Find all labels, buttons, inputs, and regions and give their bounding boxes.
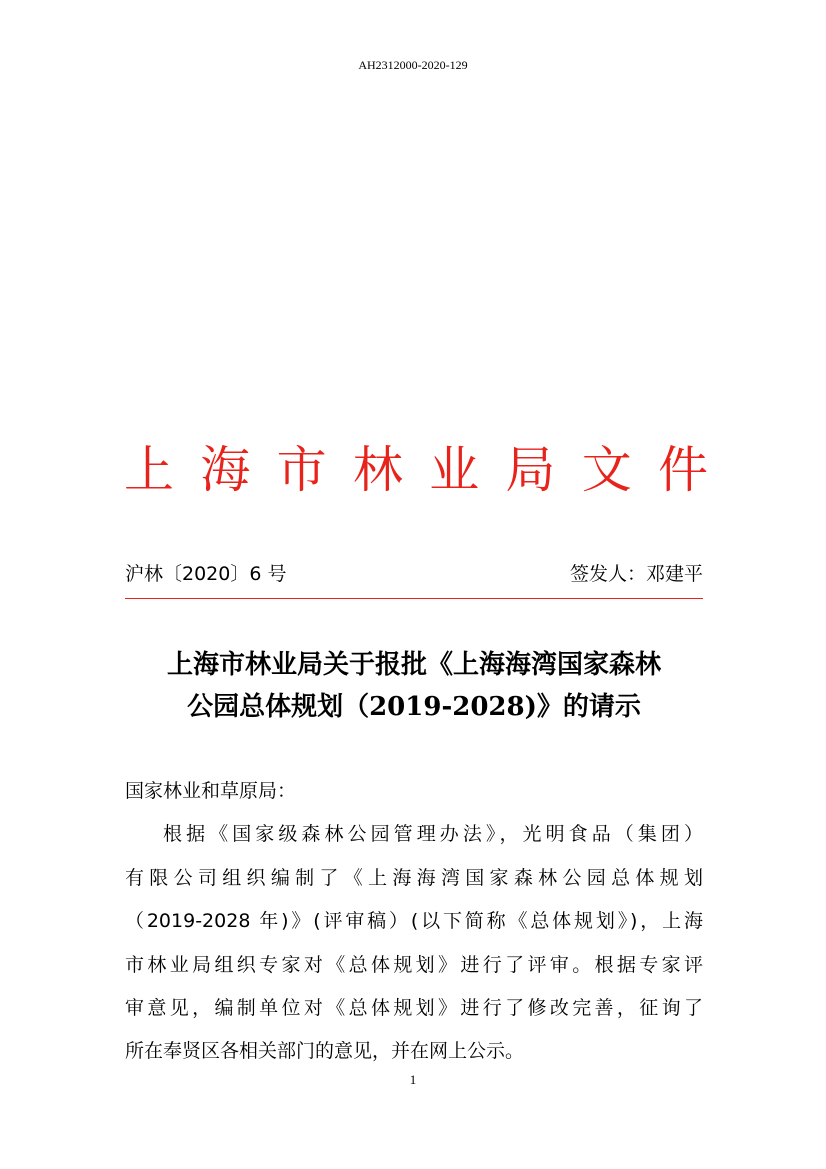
paragraph-line: （2019-2028 年)》(评审稿）(以下简称《总体规划》)，上海 xyxy=(125,910,703,933)
signer-block xyxy=(570,560,703,588)
issuer-char: 上 xyxy=(124,441,174,499)
signer-name: 邓建平 xyxy=(645,563,703,585)
body-paragraph xyxy=(125,813,703,1073)
issuer-char: 件 xyxy=(657,441,708,499)
page-number: 1 xyxy=(409,1072,417,1087)
title-line-1: 上海市林业局关于报批《上海海湾国家森林 xyxy=(166,650,661,680)
issuer-heading xyxy=(124,438,708,502)
salutation: 国家林业和草原局： xyxy=(125,780,297,802)
paragraph-line: 所在奉贤区各相关部门的意见，并在网上公示。 xyxy=(125,1040,525,1063)
issuer-char: 海 xyxy=(200,441,251,499)
paragraph-line: 审意见，编制单位对《总体规划》进行了修改完善，征询了 xyxy=(125,997,703,1020)
document-title xyxy=(120,644,708,728)
paragraph-line: 根据《国家级森林公园管理办法》，光明食品（集团） xyxy=(163,823,703,846)
issuer-char: 林 xyxy=(352,441,403,499)
document-code: AH2312000-2020-129 xyxy=(358,58,468,72)
document-meta-row xyxy=(125,560,703,588)
paragraph-line: 有限公司组织编制了《上海海湾国家森林公园总体规划 xyxy=(125,866,703,889)
signer-label: 签发人： xyxy=(569,563,646,585)
issuer-char: 业 xyxy=(429,441,480,499)
issuer-char: 文 xyxy=(581,441,632,499)
title-line-2: 公园总体规划（2019-2028)》的请示 xyxy=(187,692,641,722)
issuer-char: 市 xyxy=(276,441,327,499)
issuer-char: 局 xyxy=(505,441,556,499)
paragraph-line: 市林业局组织专家对《总体规划》进行了评审。根据专家评 xyxy=(125,953,703,976)
red-divider xyxy=(125,598,703,599)
doc-number-block xyxy=(125,560,286,588)
document-body xyxy=(125,770,703,1074)
doc-number: 沪林〔2020〕6 号 xyxy=(125,563,287,585)
